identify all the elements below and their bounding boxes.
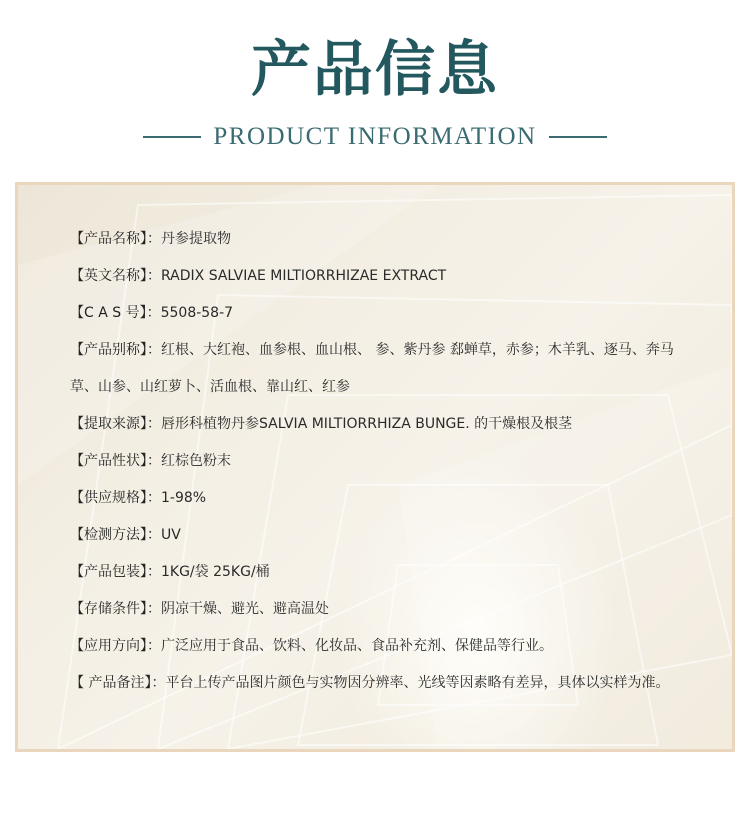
info-label: 【产品名称】： <box>70 231 161 247</box>
info-value: 1-98% <box>161 490 207 506</box>
subtitle-right-rule <box>549 136 607 138</box>
info-row-appearance <box>70 443 700 480</box>
info-row-source <box>70 406 700 443</box>
subtitle-row <box>0 122 750 152</box>
info-row-product-name <box>70 221 700 258</box>
page-subtitle: PRODUCT INFORMATION <box>213 123 537 150</box>
info-card <box>15 182 735 752</box>
info-value: 唇形科植物丹参SALVIA MILTIORRHIZA BUNGE. 的干燥根及根茎 <box>161 416 573 432</box>
info-label: 【检测方法】： <box>70 527 161 543</box>
info-value: 1KG/袋 25KG/桶 <box>161 564 270 580</box>
info-label: 【存储条件】： <box>70 601 161 617</box>
info-label: 【应用方向】： <box>70 638 161 654</box>
info-row-specification <box>70 480 700 517</box>
info-row-alias <box>70 332 700 406</box>
info-row-cas-number <box>70 295 700 332</box>
info-value: UV <box>161 527 181 543</box>
info-row-test-method <box>70 517 700 554</box>
info-label: 【 产品备注】： <box>70 675 166 691</box>
info-row-packaging <box>70 554 700 591</box>
info-label: 【产品包装】： <box>70 564 161 580</box>
info-label: 【产品别称】： <box>70 342 161 358</box>
info-value: 阴凉干燥、避光、避高温处 <box>161 601 329 617</box>
info-value: RADIX SALVIAE MILTIORRHIZAE EXTRACT <box>161 268 447 284</box>
info-value: 丹参提取物 <box>161 231 231 247</box>
info-value: 平台上传产品图片颜色与实物因分辨率、光线等因素略有差异，具体以实样为准。 <box>165 675 670 691</box>
info-label: 【产品性状】： <box>70 453 161 469</box>
info-row-storage <box>70 591 700 628</box>
product-info-list <box>70 221 700 702</box>
page-title: 产品信息 <box>251 35 499 105</box>
info-value: 红根、大红袍、血参根、血山根、 参、紫丹参 郄蝉草，赤参；木羊乳、逐马、奔马草、山参、山红萝卜、活血根、靠山红、红参 <box>70 342 674 395</box>
info-value: 5508-58-7 <box>160 305 234 321</box>
info-label: 【C A S 号】： <box>70 305 161 321</box>
info-label: 【提取来源】： <box>70 416 161 432</box>
info-value: 广泛应用于食品、饮料、化妆品、食品补充剂、保健品等行业。 <box>161 638 553 654</box>
subtitle-left-rule <box>143 136 201 138</box>
info-row-application <box>70 628 700 665</box>
info-row-english-name <box>70 258 700 295</box>
info-label: 【供应规格】： <box>70 490 161 506</box>
info-value: 红棕色粉末 <box>161 453 231 469</box>
info-row-remarks <box>70 665 700 702</box>
info-label: 【英文名称】： <box>70 268 161 284</box>
